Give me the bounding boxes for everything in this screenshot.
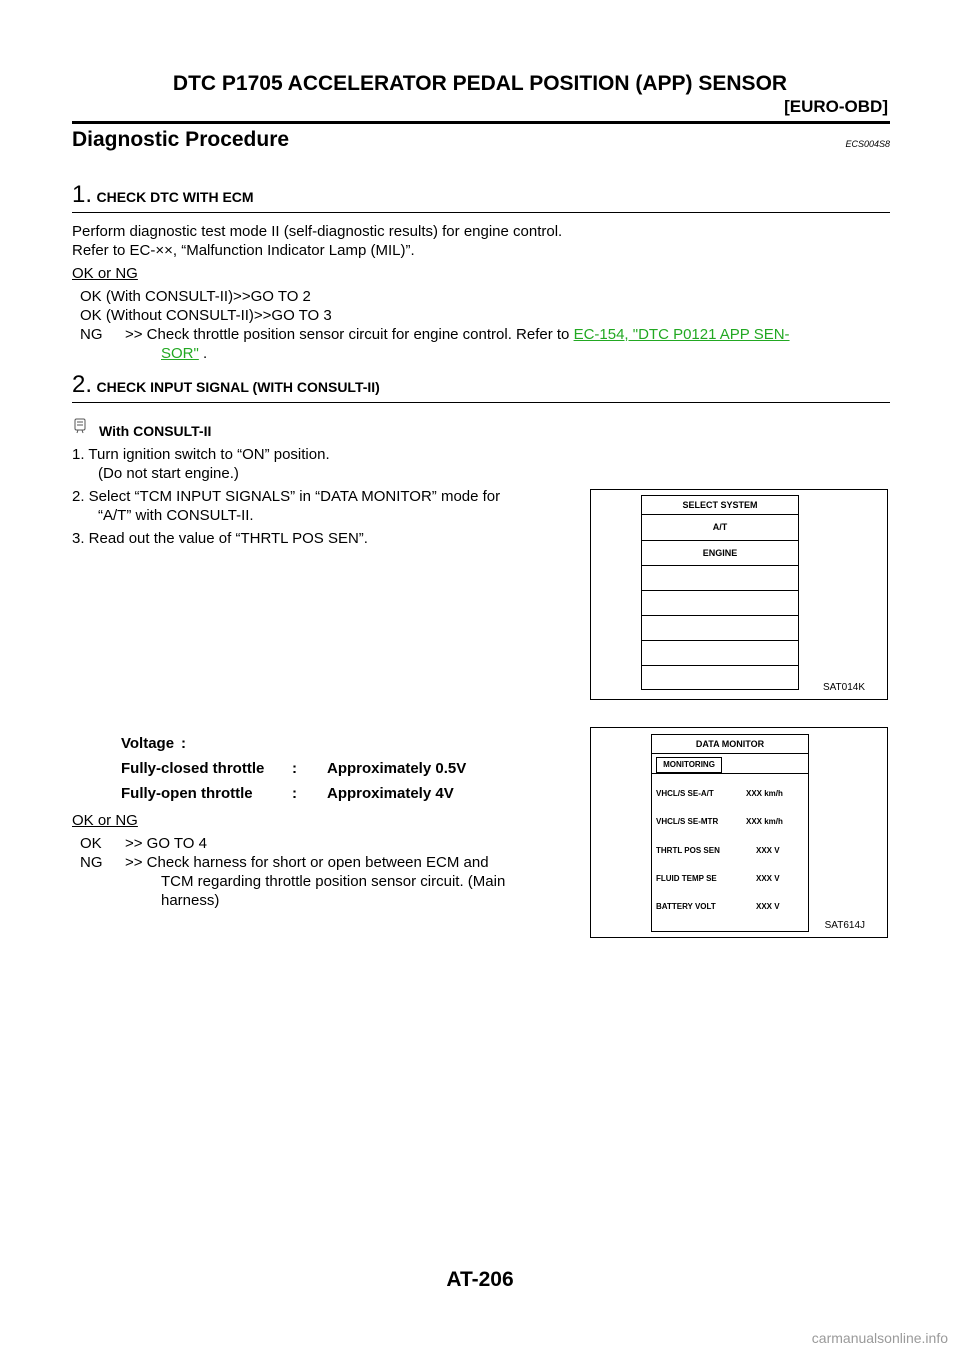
monitor-item-name: THRTL POS SEN — [656, 846, 720, 855]
spec-label: Fully-closed throttle — [121, 760, 265, 777]
step2-ok-text: >> GO TO 4 — [125, 835, 207, 852]
step1-number: 1. — [72, 181, 93, 208]
step1-rule — [72, 212, 890, 213]
step2-ng-text: >> Check harness for short or open between ECM and — [125, 854, 489, 871]
step1-ng-link[interactable]: EC-154, "DTC P0121 APP SEN- — [573, 326, 790, 343]
instruction-1-note: (Do not start engine.) — [98, 465, 239, 482]
step2-title: CHECK INPUT SIGNAL (WITH CONSULT-II) — [96, 379, 380, 395]
step1-ng-link-cont[interactable]: SOR" — [161, 345, 199, 362]
header-rule — [72, 121, 890, 124]
step2-ok-label: OK — [80, 835, 102, 852]
step1-result-2: OK (Without CONSULT-II)>>GO TO 3 — [80, 307, 332, 324]
monitoring-label: MONITORING — [656, 757, 722, 773]
step1-ok-ng: OK or NG — [72, 265, 138, 282]
section-code: ECS004S8 — [845, 139, 890, 149]
step2-ng-text-cont: TCM regarding throttle position sensor circuit. (Main — [161, 873, 506, 890]
step2-rule — [72, 402, 890, 403]
data-monitor-panel — [651, 734, 809, 932]
spec-value: Approximately 4V — [327, 785, 454, 802]
section-title: Diagnostic Procedure — [72, 128, 290, 151]
monitor-item-name: VHCL/S SE-MTR — [656, 817, 719, 826]
data-monitor-title: DATA MONITOR — [652, 735, 808, 754]
monitor-item-value: XXX V — [756, 902, 780, 911]
select-system-title: SELECT SYSTEM — [682, 500, 758, 510]
instruction-3: 3. Read out the value of “THRTL POS SEN”. — [72, 530, 368, 547]
instruction-2: 2. Select “TCM INPUT SIGNALS” in “DATA MONITOR” mode for — [72, 488, 501, 505]
figure-code: SAT014K — [822, 682, 865, 693]
page-header-title: DTC P1705 ACCELERATOR PEDAL POSITION (APP) SENSOR — [172, 72, 788, 95]
select-system-row-empty — [642, 615, 798, 640]
step2-ng-text-cont: harness) — [161, 892, 220, 909]
instruction-2-cont: “A/T” with CONSULT-II. — [98, 507, 254, 524]
consult-icon — [72, 418, 88, 434]
page-header-subtitle: [EURO-OBD] — [784, 97, 888, 116]
figure-code: SAT614J — [824, 920, 865, 931]
watermark: carmanualsonline.info — [811, 1330, 948, 1346]
with-consult-label: With CONSULT-II — [99, 423, 212, 439]
select-system-row-empty — [642, 665, 798, 690]
step1-result-ng-text — [125, 325, 790, 344]
spec-colon: : — [292, 785, 297, 802]
step1-ng-tail: . — [203, 345, 208, 362]
select-system-row-empty — [642, 590, 798, 615]
step1-ng-text: >> Check throttle position sensor circuit for engine control. Refer to — [125, 326, 570, 343]
step1-line1: Perform diagnostic test mode II (self-diagnostic results) for engine control. — [72, 223, 563, 240]
select-system-row-empty — [642, 640, 798, 665]
voltage-colon: : — [181, 735, 186, 752]
step2-heading — [72, 371, 380, 399]
panel-divider — [652, 773, 808, 774]
monitor-item-name: FLUID TEMP SE — [656, 874, 717, 883]
spec-colon: : — [292, 760, 297, 777]
step1-title: CHECK DTC WITH ECM — [96, 189, 254, 205]
step2-number: 2. — [72, 371, 93, 398]
instruction-1: 1. Turn ignition switch to “ON” position. — [72, 446, 330, 463]
step1-result-1: OK (With CONSULT-II)>>GO TO 2 — [80, 288, 311, 305]
step1-result-ng-cont — [161, 344, 207, 363]
monitor-item-name: BATTERY VOLT — [656, 902, 716, 911]
monitor-item-value: XXX km/h — [746, 789, 783, 798]
select-system-row-at[interactable]: A/T — [642, 514, 798, 540]
monitor-item-value: XXX V — [756, 874, 780, 883]
figure-data-monitor — [590, 727, 888, 938]
figure-select-system — [590, 489, 888, 700]
spec-value: Approximately 0.5V — [327, 760, 467, 777]
spec-label: Fully-open throttle — [121, 785, 253, 802]
select-system-table — [641, 495, 799, 690]
monitor-item-value: XXX km/h — [746, 817, 783, 826]
step2-ng-label: NG — [80, 854, 103, 871]
select-system-row-empty — [642, 565, 798, 590]
step1-line2: Refer to EC-××, “Malfunction Indicator Lamp (MIL)”. — [72, 242, 415, 259]
page-number: AT-206 — [446, 1268, 514, 1291]
select-system-row-engine[interactable]: ENGINE — [642, 540, 798, 565]
step1-heading — [72, 181, 254, 209]
monitor-item-name: VHCL/S SE-A/T — [656, 789, 714, 798]
voltage-label: Voltage — [121, 735, 175, 752]
monitor-row — [656, 789, 714, 798]
monitor-item-value: XXX V — [756, 846, 780, 855]
step1-result-ng-label: NG — [80, 326, 103, 343]
step2-ok-ng: OK or NG — [72, 812, 138, 829]
